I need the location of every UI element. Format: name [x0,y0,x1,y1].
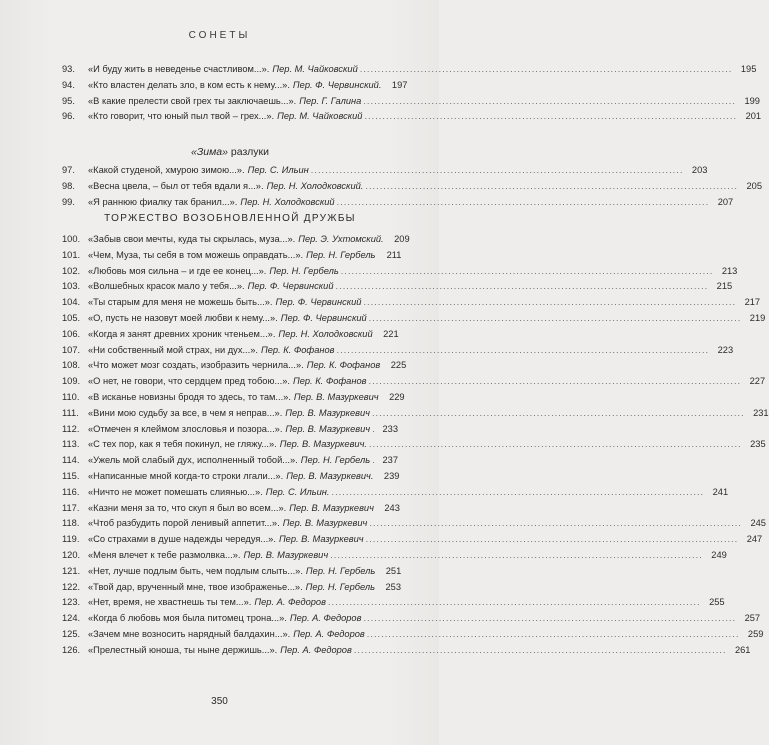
toc-entry [62,518,766,534]
entry-translator: Пер. Н. Холодковский [278,328,373,339]
entry-translator: Пер. Ф. Червинский [280,312,367,323]
entry-title: «Какой студеной, хмурою зимою...». [88,165,245,175]
entry-page: 221 [383,328,399,339]
entry-title: «В исканье новизны бродя то здесь, то там...». [88,391,291,402]
entry-page: 201 [745,111,762,122]
entry-number: 97. [62,165,75,175]
entry-page: 197 [391,79,408,90]
entry-translator: Пер. С. Ильин. [265,486,330,497]
entry-number: 95. [62,95,75,106]
entry-number: 112. [62,423,80,434]
section-heading [62,213,398,224]
entry-page: 255 [709,597,725,608]
entry-title: «Нет, лучше подлым быть, чем подлым слыть...». [88,565,303,576]
toc-entry [62,329,398,345]
entry-page: 233 [382,423,398,434]
toc-entry [62,581,401,598]
leader-dots [363,96,736,106]
entry-translator: Пер. М. Чайковский [272,64,358,74]
leader-dots [311,165,684,175]
entry-number: 93. [62,64,75,74]
entry-number: 117. [62,502,80,513]
entry-number: 111. [62,407,79,418]
entry-page: 219 [749,312,766,323]
entry-title: «О нет, не говори, что сердцем пред тобою...». [88,376,290,387]
toc-entry [62,391,405,408]
leader-dots [330,550,703,560]
entry-translator: Пер. Г. Галина [299,95,362,106]
entry-number: 105. [62,312,81,323]
entry-page: 223 [717,344,734,355]
section-heading-italic: «Зима» [190,146,228,158]
entry-title: «В какие прелести свой грех ты заключаешь...». [88,95,297,106]
entry-translator: Пер. В. Мазуркевич [293,391,379,402]
toc-entry [62,312,766,329]
toc-entry [62,344,734,361]
entry-title: «Отмечен я клеймом злословья и позора...». [88,423,283,434]
entry-page: 249 [711,549,727,560]
entry-title: «Написанные мной когда-то строки лгали...». [88,470,284,481]
leader-dots [336,281,709,291]
entry-translator: Пер. Н. Гербель [305,565,376,576]
toc-entry [62,597,725,613]
leader-dots [363,297,736,307]
toc-entry [62,297,761,313]
entry-number: 113. [62,439,80,450]
entry-translator: Пер. Ф. Червинский. [292,79,382,90]
page-number: 350 [211,696,228,707]
leader-dots [363,613,736,623]
entry-title: «Кто властен делать зло, в ком есть к нему...». [88,79,290,90]
entry-title: «Со страхами в душе надежды чередуя...». [88,534,276,545]
toc-section [62,64,762,127]
toc-section [62,234,769,661]
toc-entry [62,249,402,266]
entry-translator: Пер. Ф. Червинский [275,297,362,308]
entry-page: 213 [721,265,738,276]
entry-title: «Ничто не может помешать слиянью...». [88,486,263,497]
entry-translator: Пер. В. Мазуркевич [282,518,368,529]
entry-title: «Волшебных красок мало у тебя...». [88,281,245,292]
entry-translator: Пер. М. Чайковский [277,111,363,122]
entry-page: 205 [746,180,763,191]
entry-number: 114. [62,455,80,466]
toc-entry [62,95,760,112]
entry-title: «Ни собственный мой страх, ни дух...». [88,344,258,355]
entry-translator: Пер. В. Мазуркевич [243,549,329,560]
entry-number: 126. [62,644,81,655]
entry-translator: Пер. Н. Холодковский. [266,180,364,191]
entry-translator: Пер. К. Фофанов [306,360,381,371]
entry-title: «Твой дар, врученный мне, твое изображенье...». [88,581,303,592]
entry-number: 123. [62,597,81,608]
toc-entry [62,628,764,645]
entry-title: «О, пусть не назовут моей любви к нему...». [88,312,278,323]
entry-title: «Казни меня за то, что скуп я был во всем...». [88,502,287,513]
entry-page: 209 [394,234,410,244]
toc-entry [62,613,761,629]
entry-title: «Кто говорит, что юный пыл твой – грех...». [88,111,275,122]
entry-number: 96. [62,111,75,122]
toc-entry [62,79,408,96]
entry-number: 120. [62,549,81,560]
entry-title: «Чем, Муза, ты себя в том можешь оправдать...». [88,249,304,260]
entry-number: 118. [62,518,80,529]
entry-translator: Пер. В. Мазуркевич [289,502,374,513]
entry-translator: Пер. А. Федоров [293,628,365,639]
entry-title: «Чтоб разбудить порой ленивый аппетит...». [88,518,280,529]
toc-entry [62,111,762,127]
toc-entry [62,281,733,297]
toc-entry [62,424,398,440]
entry-translator: Пер. С. Ильин [247,165,309,175]
toc-entry [62,455,398,471]
toc-entry [62,360,407,376]
toc-entry [62,471,398,487]
entry-page: 251 [385,565,402,576]
toc-entry [62,64,757,80]
toc-entry [62,565,402,582]
entry-page: 243 [384,502,400,513]
entry-number: 94. [62,79,75,90]
entry-page: 257 [744,613,761,624]
toc-entry [62,534,763,550]
entry-title: «Ты старым для меня не можешь быть...». [88,297,273,308]
leader-dots [341,266,714,276]
entry-title: «Забыв свои мечты, куда ты скрылась, муза...». [88,234,296,244]
leader-dots [369,313,742,323]
entry-title: «Меня влечет к тебе размолвка...». [88,549,241,560]
entry-title: «Прелестный юноша, ты ныне держишь...». [88,644,278,655]
toc-entry [62,439,766,455]
entry-number: 102. [62,265,81,276]
entry-title: «Когда б любовь моя была питомец трона...». [88,613,287,624]
toc-entry [62,407,769,424]
entry-page: 261 [734,644,751,655]
entry-page: 203 [691,165,708,175]
leader-dots [366,534,739,544]
entry-number: 115. [62,470,80,481]
toc-entry [62,265,738,282]
entry-translator: Пер. В. Мазуркевич [285,407,370,418]
entry-translator: Пер. А. Федоров [254,597,326,608]
entry-title: «Любовь моя сильна – и где ее конец...». [88,265,267,276]
entry-title: «Что может мозг создать, изобразить чернила...». [88,360,304,371]
entry-title: «Весна цвела, – был от тебя вдали я...». [88,180,264,191]
toc-entry [62,234,410,250]
entry-number: 103. [62,281,81,292]
entry-number: 100. [62,234,81,244]
leader-dots [332,487,705,497]
toc-entry [62,503,398,519]
entry-page: 199 [744,95,760,106]
entry-page: 211 [386,249,402,260]
entry-number: 99. [62,196,75,207]
entry-page: 225 [390,360,407,371]
leader-dots [367,629,740,639]
entry-translator: Пер. Н. Холодковский [240,196,335,207]
running-head: СОНЕТЫ [188,30,251,41]
leader-dots [372,408,745,418]
leader-dots [372,424,374,434]
section-heading [62,146,398,158]
leader-dots [364,111,737,121]
entry-page: 217 [744,297,761,308]
toc-section [62,165,763,212]
entry-page: 253 [385,581,401,592]
entry-title: «Вини мою судьбу за все, в чем я неправ...». [88,407,283,418]
entry-number: 108. [62,360,81,371]
entry-title: «Ужель мой слабый дух, исполненный тобой...». [88,455,298,466]
entry-page: 237 [382,455,398,466]
entry-number: 124. [62,613,81,624]
entry-title: «Зачем мне возносить нарядный балдахин...». [88,628,291,639]
entry-number: 125. [62,628,81,639]
section-heading-text: разлуки [228,146,270,158]
entry-page: 215 [716,281,733,292]
entry-translator: Пер. Н. Гербель [300,455,371,466]
entry-number: 119. [62,534,80,545]
entry-title: «Когда я занят древних хроник чтеньем...». [88,328,276,339]
entry-number: 116. [62,486,80,497]
entry-page: 247 [746,534,763,545]
leader-dots [337,197,710,207]
entry-title: «Нет, время, не хвастнешь ты тем...». [88,597,252,608]
toc-entry [62,196,734,213]
entry-number: 109. [62,376,81,387]
section-heading-text: ТОРЖЕСТВО ВОЗОБНОВЛЕННОЙ ДРУЖБЫ [104,213,356,224]
entry-translator: Пер. А. Федоров [289,613,362,624]
entry-translator: Пер. В. Мазуркевич [285,423,371,434]
leader-dots [368,376,741,386]
entry-translator: Пер. В. Мазуркевич. [286,470,374,481]
entry-number: 106. [62,328,81,339]
entry-page: 227 [749,376,766,387]
entry-translator: Пер. Н. Гербель [269,265,339,276]
entry-number: 101. [62,249,81,260]
entry-page: 195 [740,64,757,74]
entry-translator: Пер. В. Мазуркевич. [279,439,367,450]
leader-dots [369,518,742,528]
entry-number: 110. [62,391,80,402]
toc-entry [62,376,766,392]
entry-number: 107. [62,344,81,355]
entry-translator: Пер. К. Фофанов [292,376,367,387]
leader-dots [365,181,738,191]
entry-translator: Пер. А. Федоров [280,644,352,655]
entry-translator: Пер. Н. Гербель [305,581,375,592]
entry-title: «С тех пор, как я тебя покинул, не гляжу...». [88,439,277,450]
entry-page: 231 [753,407,769,418]
entry-page: 235 [750,439,766,450]
toc-entry [62,549,727,566]
toc-entry [62,180,763,197]
toc-entry [62,644,751,661]
entry-number: 122. [62,581,81,592]
toc-entry [62,165,708,181]
entry-translator: Пер. Н. Гербель [306,249,376,260]
entry-translator: Пер. Э. Ухтомский. [298,234,384,244]
entry-page: 241 [712,486,729,497]
leader-dots [369,439,742,449]
entry-title: «Я раннюю фиалку так бранил...». [88,196,238,207]
entry-translator: Пер. В. Мазуркевич [278,534,364,545]
entry-number: 104. [62,297,81,308]
leader-dots [354,645,727,655]
entry-page: 259 [747,628,764,639]
entry-page: 239 [383,470,400,481]
entry-number: 121. [62,565,81,576]
entry-translator: Пер. Ф. Червинский [247,281,334,292]
entry-page: 207 [717,196,734,207]
entry-title: «И буду жить в неведенье счастливом...». [88,64,270,74]
toc-entry [62,486,729,503]
leader-dots [328,597,701,607]
entry-number: 98. [62,180,75,191]
leader-dots [372,455,374,465]
entry-page: 229 [389,391,405,402]
entry-translator: Пер. К. Фофанов [260,344,335,355]
leader-dots [360,64,733,74]
leader-dots [337,345,710,355]
entry-page: 245 [750,518,766,529]
